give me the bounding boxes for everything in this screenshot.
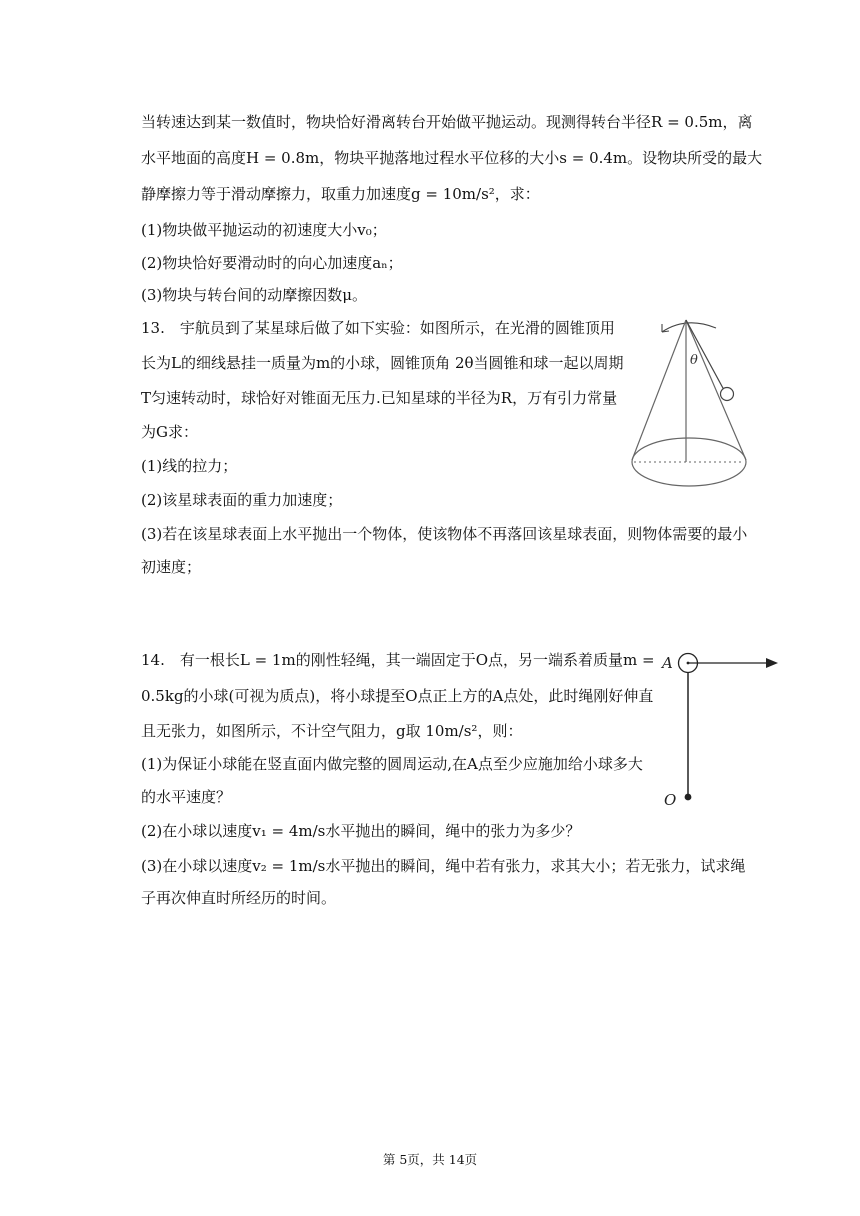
q12-sub-2: (2)物块恰好要滑动时的向心加速度aₙ；	[141, 254, 403, 272]
q12-line-2: 水平地面的高度H = 0.8m，物块平抛落地过程水平位移的大小s = 0.4m。设物块所受的最大	[141, 149, 763, 167]
base-ellipse-front	[632, 462, 746, 486]
q13-sub-3-cont: 初速度；	[141, 558, 202, 576]
q13-sub-3: (3)若在该星球表面上水平抛出一个物体，使该物体不再落回该星球表面，则物体需要的最小	[141, 525, 748, 543]
q14-sub-3: (3)在小球以速度v₂ = 1m/s水平抛出的瞬间，绳中若有张力，求其大小；若无张力，试求绳	[141, 857, 746, 875]
q13-sub-1: (1)线的拉力；	[141, 457, 238, 475]
q12-line-1: 当转速达到某一数值时，物块恰好滑离转台开始做平抛运动。现测得转台半径R = 0.5m，离	[141, 113, 753, 131]
point-a-label: A	[662, 654, 673, 672]
q12-sub-3: (3)物块与转台间的动摩擦因数μ。	[141, 286, 367, 304]
cone-pendulum-figure	[628, 312, 752, 488]
cone-right-side	[686, 320, 746, 460]
q13-line-2: 长为L的细线悬挂一质量为m的小球，圆锥顶角 2θ当圆锥和球一起以周期	[141, 354, 624, 372]
pivot-o	[685, 794, 692, 801]
base-ellipse-back	[632, 438, 746, 462]
q13-line-1: 13. 宇航员到了某星球后做了如下实验：如图所示，在光滑的圆锥顶用	[141, 319, 615, 337]
velocity-arrowhead	[766, 658, 778, 668]
q12-sub-1: (1)物块做平抛运动的初速度大小v₀；	[141, 221, 387, 239]
q14-sub-1-cont: 的水平速度？	[141, 788, 232, 806]
page-footer: 第 5页，共 14页	[382, 1152, 478, 1167]
pendulum-ball	[721, 388, 734, 401]
q13-sub-2: (2)该星球表面的重力加速度；	[141, 491, 343, 509]
rope-ball-figure	[656, 648, 782, 818]
q14-line-2: 0.5kg的小球(可视为质点)，将小球提至O点正上方的A点处，此时绳刚好伸直	[141, 687, 654, 705]
point-o-label: O	[664, 791, 677, 809]
q13-line-3: T匀速转动时，球恰好对锥面无压力.已知星球的半径为R，万有引力常量	[141, 389, 618, 407]
q12-line-3: 静摩擦力等于滑动摩擦力，取重力加速度g = 10m/s²，求：	[141, 185, 540, 203]
q14-sub-3-cont: 子再次伸直时所经历的时间。	[141, 889, 337, 907]
q14-line-3: 且无张力，如图所示，不计空气阻力，g取 10m/s²，则：	[141, 722, 523, 740]
q14-sub-1: (1)为保证小球能在竖直面内做完整的圆周运动,在A点至少应施加给小球多大	[141, 755, 643, 773]
q14-sub-2: (2)在小球以速度v₁ = 4m/s水平抛出的瞬间，绳中的张力为多少？	[141, 822, 581, 840]
q14-line-1: 14. 有一根长L = 1m的刚性轻绳，其一端固定于O点，另一端系着质量m =	[141, 651, 655, 669]
theta-label: θ	[690, 353, 698, 368]
q13-line-4: 为G求：	[141, 423, 198, 441]
